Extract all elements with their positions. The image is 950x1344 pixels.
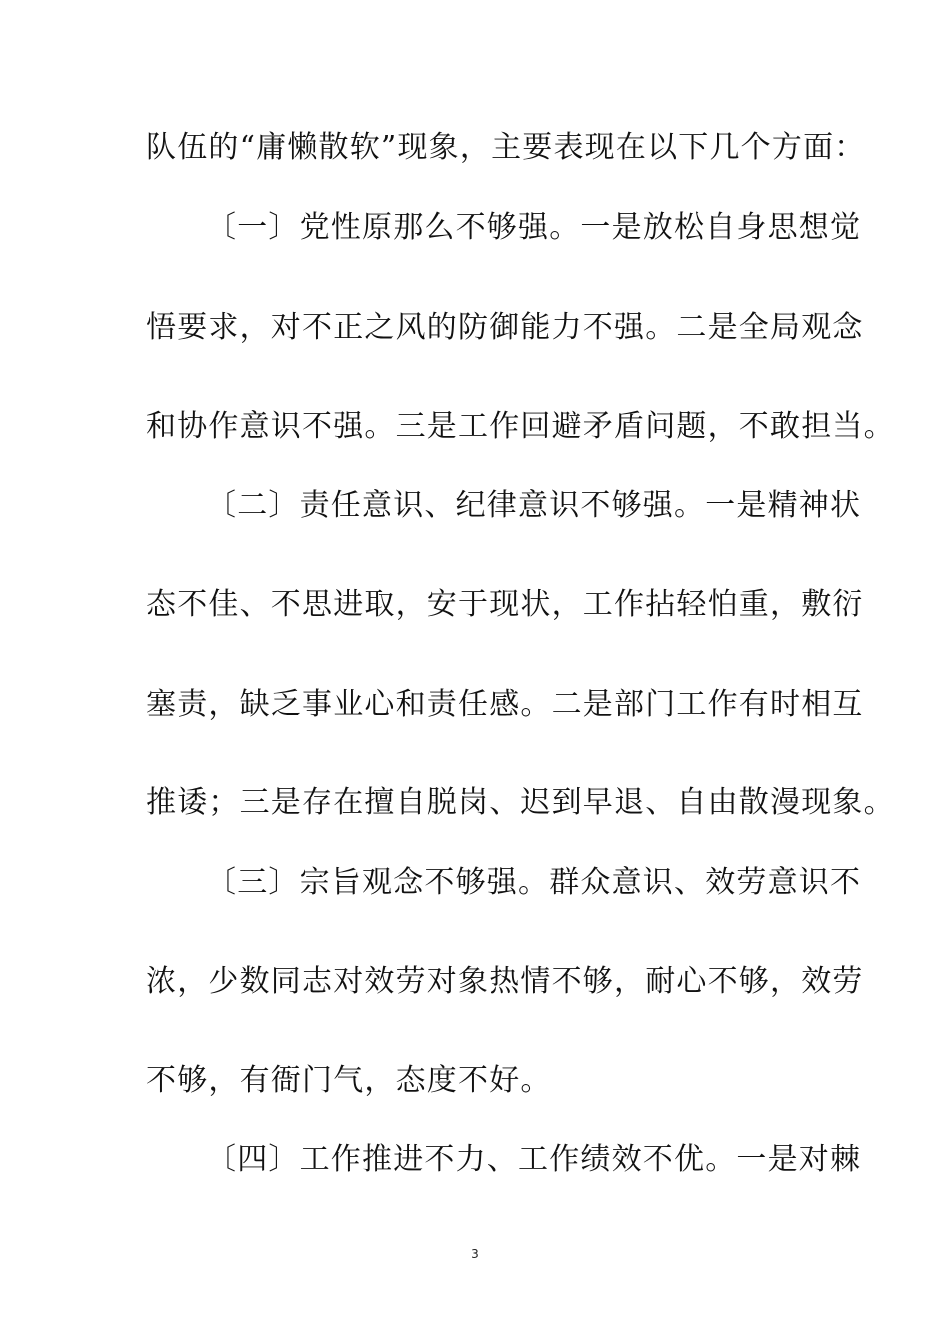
- page-number: 3: [471, 1247, 479, 1261]
- section-heading-line: 〔四〕工作推进不力、工作绩效不优。一是对棘: [206, 1142, 862, 1177]
- body-text-line: 态不佳、不思进取，安于现状，工作拈轻怕重，敷衍: [146, 587, 864, 622]
- body-text-line: 和协作意识不强。三是工作回避矛盾问题，不敢担当。: [146, 409, 895, 444]
- body-text-line: 队伍的“庸懒散软”现象，主要表现在以下几个方面：: [146, 130, 866, 165]
- section-heading-line: 〔二〕责任意识、纪律意识不够强。一是精神状: [206, 488, 862, 523]
- body-text-line: 浓，少数同志对效劳对象热情不够，耐心不够，效劳: [146, 964, 864, 999]
- body-text-line: 推诿；三是存在擅自脱岗、迟到早退、自由散漫现象。: [146, 785, 895, 820]
- section-heading-line: 〔三〕宗旨观念不够强。群众意识、效劳意识不: [206, 865, 862, 900]
- body-text-line: 不够，有衙门气，态度不好。: [146, 1063, 552, 1098]
- section-heading-line: 〔一〕党性原那么不够强。一是放松自身思想觉: [206, 210, 862, 245]
- body-text-line: 悟要求，对不正之风的防御能力不强。二是全局观念: [146, 310, 864, 345]
- body-text-line: 塞责，缺乏事业心和责任感。二是部门工作有时相互: [146, 687, 864, 722]
